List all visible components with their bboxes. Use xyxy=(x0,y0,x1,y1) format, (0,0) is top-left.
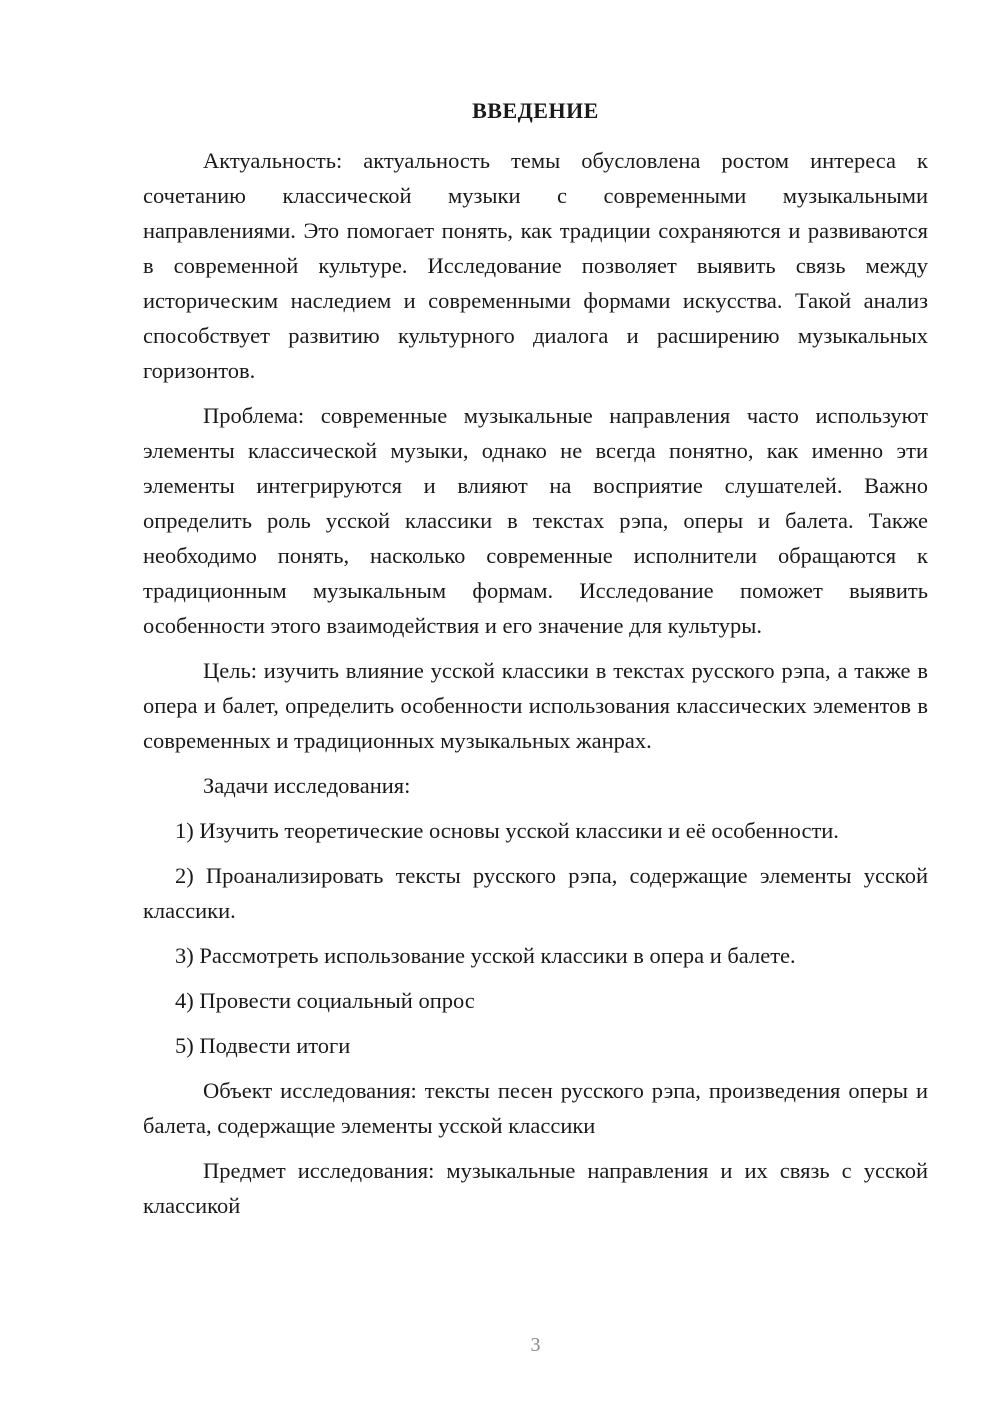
task-item: 5) Подвести итоги xyxy=(175,1033,351,1058)
page-number xyxy=(143,1333,928,1357)
task-item: 4) Провести социальный опрос xyxy=(175,988,475,1013)
task-item: 1) Изучить теоретические основы усской классики и её особенности. xyxy=(175,818,839,843)
relevance-paragraph: Актуальность: актуальность темы обусловлена ростом интереса к сочетанию классической музыки с современными музыкальными направлениями. Это помогает понять, как традиции сохраняются и развиваются в современной культуре. Исследование позволяет выявить связь между историческим наследием и современными формами искусства. Такой анализ способствует развитию культурного диалога и расширению музыкальных горизонтов. xyxy=(143,148,928,383)
task-item: 2) Проанализировать тексты русского рэпа, содержащие элементы усской классики. xyxy=(143,863,928,923)
tasks-heading: Задачи исследования: xyxy=(203,773,411,798)
page-number-value: 3 xyxy=(530,1334,541,1356)
subject-paragraph: Предмет исследования: музыкальные направления и их связь с усской классикой xyxy=(143,1158,928,1218)
document-page xyxy=(143,0,928,1414)
object-paragraph: Объект исследования: тексты песен русского рэпа, произведения оперы и балета, содержащие элементы усской классики xyxy=(143,1078,928,1138)
section-title: ВВЕДЕНИЕ xyxy=(472,98,599,123)
goal-paragraph: Цель: изучить влияние усской классики в текстах русского рэпа, а также в опера и балет, определить особенности использования классических элементов в современных и традиционных музыкальных жанрах. xyxy=(143,658,928,753)
body-text xyxy=(143,143,928,1233)
problem-paragraph: Проблема: современные музыкальные направления часто используют элементы классической музыки, однако не всегда понятно, как именно эти элементы интегрируются и влияют на восприятие слушателей. Важно определить роль усской классики в текстах рэпа, оперы и балета. Также необходимо понять, насколько современные исполнители обращаются к традиционным музыкальным формам. Исследование поможет выявить особенности этого взаимодействия и его значение для культуры. xyxy=(143,403,928,638)
task-item: 3) Рассмотреть использование усской классики в опера и балете. xyxy=(175,943,796,968)
